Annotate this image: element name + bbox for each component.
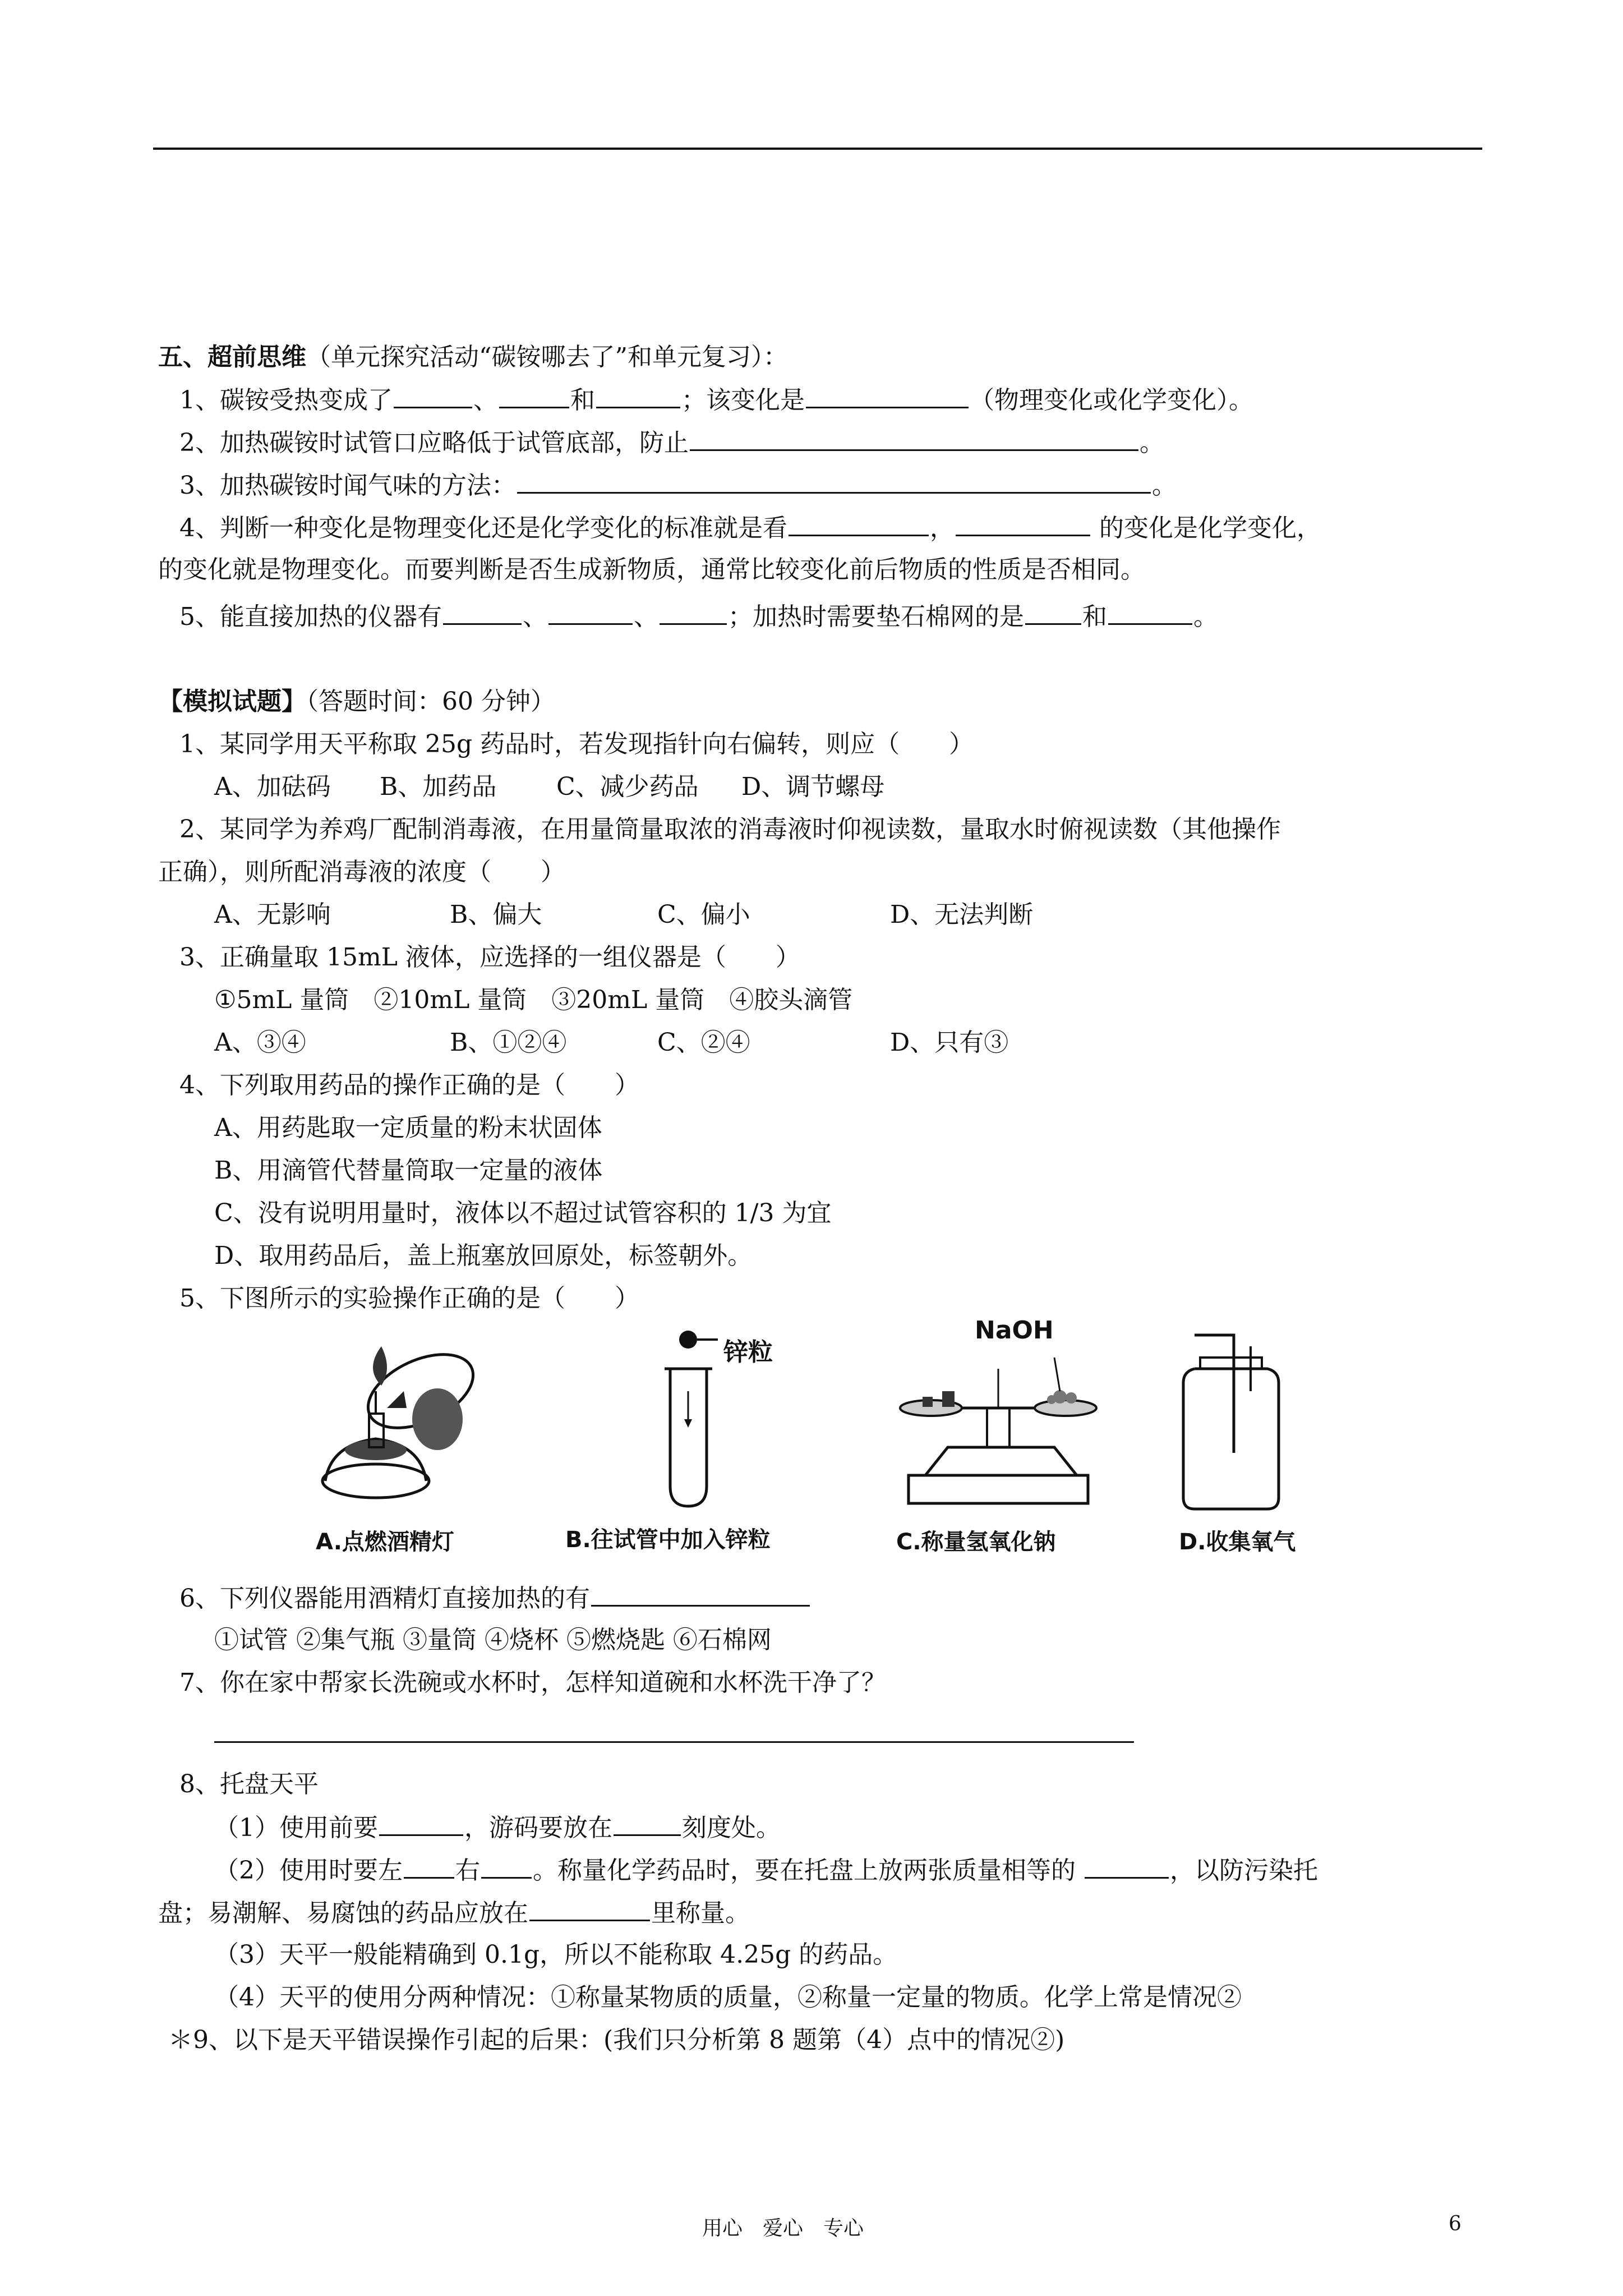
option-b[interactable]: B、偏大 (450, 900, 542, 929)
mock-q2-line2: 正确），则所配消毒液的浓度（ ） (158, 858, 565, 886)
answer-blank[interactable] (1025, 599, 1081, 625)
section5-q5 (179, 599, 1218, 634)
answer-blank[interactable] (404, 1852, 454, 1879)
option-a[interactable]: A、③④ (214, 1028, 306, 1057)
q-text: 刻度处。 (682, 1814, 781, 1842)
q-text: ，游码要放在 (464, 1814, 612, 1842)
answer-blank[interactable] (379, 1810, 463, 1836)
mock-q4-option-a[interactable]: A、用药匙取一定质量的粉末状固体 (214, 1114, 602, 1142)
answer-blank[interactable] (481, 1852, 532, 1879)
mock-q2-line1: 2、某同学为养鸡厂配制消毒液，在用量筒量取浓的消毒液时仰视读数，量取水时俯视读数（其他操作 (179, 815, 1281, 844)
option-a[interactable]: A、无影响 (214, 900, 331, 929)
q-text: 和 (570, 386, 595, 415)
q-text: 盘；易潮解、易腐蚀的药品应放在 (158, 1899, 528, 1927)
q-text: 1、碳铵受热变成了 (179, 386, 393, 415)
section5-q2 (179, 425, 1164, 461)
q-text: 2、加热碳铵时试管口应略低于试管底部，防止 (179, 429, 689, 457)
answer-blank[interactable] (690, 425, 1138, 451)
mock-q1-options (214, 770, 884, 804)
answer-blank[interactable] (660, 599, 727, 625)
answer-blank[interactable] (614, 1810, 681, 1836)
q-text: 的变化是化学变化， (1091, 514, 1321, 542)
q-text: ， (930, 514, 955, 542)
q-text: 和 (1082, 602, 1107, 631)
option-b[interactable]: B、①②④ (450, 1028, 567, 1057)
q-text: 5、能直接加热的仪器有 (179, 602, 442, 631)
answer-blank[interactable] (548, 599, 633, 625)
mock-q5: 5、下图所示的实验操作正确的是（ ） (179, 1284, 639, 1313)
page-number: 6 (1449, 2212, 1461, 2235)
mock-q2-options (214, 898, 1033, 932)
fig-b-caption: B.往试管中加入锌粒 (565, 1527, 771, 1553)
q-text: ，以防污染托 (1169, 1856, 1318, 1885)
footer-motto: 用心 爱心 专心 (702, 2217, 864, 2240)
mock-q9: ＊9、以下是天平错误操作引起的后果：(我们只分析第 8 题第（4）点中的情况②) (168, 2026, 1065, 2054)
section5-q1 (179, 382, 1253, 418)
mock-q8: 8、托盘天平 (179, 1770, 319, 1798)
q-text: （2）使用时要左 (214, 1856, 403, 1885)
option-b[interactable]: B、加药品 (380, 772, 497, 801)
mock-q3-items: ①5mL 量筒 ②10mL 量筒 ③20mL 量筒 ④胶头滴管 (214, 986, 853, 1014)
balance-naoh-illustration (892, 1324, 1116, 1515)
option-c[interactable]: C、偏小 (657, 900, 750, 929)
fig-c-caption: C.称量氢氧化钠 (896, 1529, 1056, 1555)
q-text: ；该变化是 (681, 386, 805, 415)
answer-blank[interactable] (591, 1580, 810, 1607)
q-text: 、 (523, 602, 547, 631)
mock-q3-options (214, 1025, 1008, 1060)
mock-q4-option-c[interactable]: C、没有说明用量时，液体以不超过试管容积的 1/3 为宜 (214, 1199, 832, 1227)
fig-a-caption: A.点燃酒精灯 (316, 1529, 454, 1555)
answer-blank[interactable] (394, 382, 472, 408)
alcohol-lamp-illustration (314, 1324, 499, 1515)
q-text: ；加热时需要垫石棉网的是 (728, 602, 1024, 631)
option-a[interactable]: A、加砝码 (214, 772, 331, 801)
q-text: 里称量。 (651, 1899, 750, 1927)
mock-q4-option-b[interactable]: B、用滴管代替量筒取一定量的液体 (214, 1156, 603, 1185)
section5-q4-line2: 的变化就是物理变化。而要判断是否生成新物质，通常比较变化前后物质的性质是否相同。 (158, 555, 1145, 584)
mock-q3: 3、正确量取 15mL 液体，应选择的一组仪器是（ ） (179, 943, 800, 972)
q-text: 右 (455, 1856, 480, 1885)
section5-q3 (179, 467, 1177, 503)
mock-q8-1 (214, 1810, 781, 1846)
answer-blank[interactable] (529, 1895, 650, 1921)
section5-q4-line1 (179, 510, 1321, 546)
mock-q8-3: （3）天平一般能精确到 0.1g，所以不能称取 4.25g 的药品。 (214, 1940, 898, 1969)
q-text: （1）使用前要 (214, 1814, 378, 1842)
q-text: 3、加热碳铵时闻气味的方法： (179, 471, 516, 500)
mock-q4-option-d[interactable]: D、取用药品后，盖上瓶塞放回原处，标签朝外。 (214, 1241, 753, 1270)
naoh-label: NaOH (975, 1316, 1054, 1345)
answer-blank[interactable] (517, 467, 1151, 494)
section5-subtitle: （单元探究活动“碳铵哪去了”和单元复习）： (306, 343, 788, 371)
mock-subtitle: （答题时间：60 分钟） (306, 687, 555, 716)
mock-q8-4: （4）天平的使用分两种情况：①称量某物质的质量，②称量一定量的物质。化学上常是情况② (214, 1983, 1242, 2012)
q-text: 、 (634, 602, 658, 631)
mock-title: 【模拟试题】 (158, 687, 306, 716)
q-text: 、 (473, 386, 498, 415)
mock-q1: 1、某同学用天平称取 25g 药品时，若发现指针向右偏转，则应（ ） (179, 730, 974, 758)
mock-q8-2-line2 (158, 1895, 750, 1931)
option-d[interactable]: D、只有③ (890, 1028, 1009, 1057)
q-text: 6、下列仪器能用酒精灯直接加热的有 (179, 1584, 590, 1613)
answer-blank[interactable] (956, 510, 1090, 536)
q-text: 。 (1193, 602, 1218, 631)
section5-title: 五、超前思维 (158, 343, 306, 371)
mock-q7: 7、你在家中帮家长洗碗或水杯时，怎样知道碗和水杯洗干净了？ (179, 1668, 886, 1697)
q-text: 4、判断一种变化是物理变化还是化学变化的标准就是看 (179, 514, 787, 542)
option-d[interactable]: D、无法判断 (890, 900, 1034, 929)
mock-q4: 4、下列取用药品的操作正确的是（ ） (179, 1071, 639, 1099)
q-text: 。 (1140, 429, 1164, 457)
answer-blank[interactable] (806, 382, 969, 408)
answer-blank[interactable] (789, 510, 929, 536)
option-c[interactable]: C、②④ (657, 1028, 750, 1057)
mock-q6 (179, 1580, 811, 1616)
mock-q6-items: ①试管 ②集气瓶 ③量筒 ④烧杯 ⑤燃烧匙 ⑥石棉网 (214, 1626, 772, 1654)
option-d[interactable]: D、调节螺母 (741, 772, 885, 801)
answer-blank[interactable] (1085, 1852, 1169, 1879)
option-c[interactable]: C、减少药品 (556, 772, 699, 801)
zinc-label: 锌粒 (723, 1338, 773, 1366)
q7-answer-line[interactable] (214, 1741, 1134, 1743)
section5-heading (158, 340, 788, 375)
mock-q8-2-line1 (214, 1852, 1318, 1888)
mock-heading (158, 684, 555, 719)
answer-blank[interactable] (443, 599, 522, 625)
answer-blank[interactable] (499, 382, 569, 408)
gas-bottle-illustration (1172, 1324, 1295, 1515)
answer-blank[interactable] (596, 382, 680, 408)
q-text: 。称量化学药品时，要在托盘上放两张质量相等的 (533, 1856, 1083, 1885)
fig-d-caption: D.收集氧气 (1179, 1529, 1296, 1555)
q-text: （物理变化或化学变化）。 (970, 386, 1253, 415)
answer-blank[interactable] (1108, 599, 1192, 625)
q-text: 。 (1152, 471, 1177, 500)
